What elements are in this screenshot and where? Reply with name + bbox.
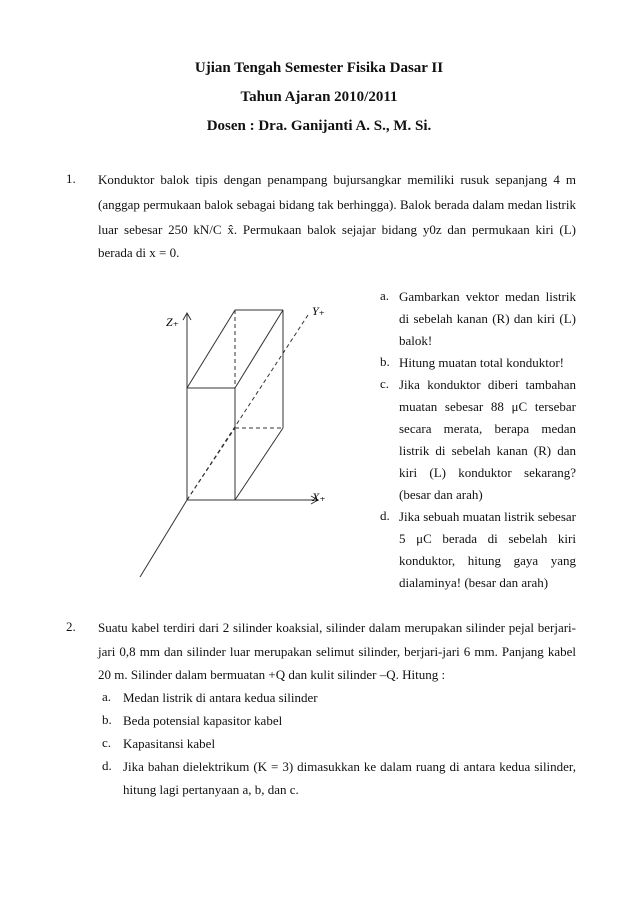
q1d-line-4: dialaminya! (besar dan arah) xyxy=(399,575,549,590)
q1b-label: b. xyxy=(380,354,390,369)
q1a-line-3: balok! xyxy=(399,333,433,348)
q1c-line-1: Jika konduktor diberi tambahan xyxy=(399,377,576,392)
q1d-label: d. xyxy=(380,508,390,523)
conductor-figure xyxy=(130,295,370,585)
q1-number: 1. xyxy=(66,171,76,186)
y-axis-dashed xyxy=(187,315,308,500)
q1-line-2: (anggap permukaan balok sebagai bidang tak berhingga). Balok berada dalam medan listrik xyxy=(98,197,576,212)
q2-line-2: jari 0,8 mm dan silinder luar merupakan selimut silinder, berjari-jari 6 mm. Panjang kabel xyxy=(98,644,576,659)
lecturer: Dosen : Dra. Ganijanti A. S., M. Si. xyxy=(206,118,432,134)
q2c-text: Kapasitansi kabel xyxy=(123,736,216,751)
x-label: X₊ xyxy=(312,490,326,504)
q1a-line-2: di sebelah kanan (R) dan kiri (L) xyxy=(399,311,576,326)
academic-year: Tahun Ajaran 2010/2011 xyxy=(240,89,398,105)
q2d-line-2: hitung lagi pertanyaan a, b, dan c. xyxy=(123,782,299,797)
q1c-line-6: (besar dan arah) xyxy=(399,487,483,502)
q1-line-1: Konduktor balok tipis dengan penampang bujursangkar memiliki rusuk sepanjang 4 m xyxy=(98,172,576,187)
q1c-label: c. xyxy=(380,376,390,391)
q1-line-4: berada di x = 0. xyxy=(98,245,180,260)
q1d-line-2: 5 μC berada di sebelah kiri xyxy=(399,531,576,546)
q1c-line-4: listrik di sebelah kanan (R) dan xyxy=(399,443,576,458)
q1c-line-2: muatan sebesar 88 μC tersebar xyxy=(399,399,576,414)
q2c-label: c. xyxy=(102,735,112,750)
q1a-label: a. xyxy=(380,288,390,303)
q2a-label: a. xyxy=(102,689,112,704)
q1c-line-3: secara merata, berapa medan xyxy=(399,421,576,436)
q2a-text: Medan listrik di antara kedua silinder xyxy=(123,690,318,705)
q2b-text: Beda potensial kapasitor kabel xyxy=(123,713,283,728)
q2b-label: b. xyxy=(102,712,112,727)
q1d-line-1: Jika sebuah muatan listrik sebesar xyxy=(399,509,576,524)
q2-line-3: 20 m. Silinder dalam bermuatan +Q dan kulit silinder –Q. Hitung : xyxy=(98,667,446,682)
q2d-line-1: Jika bahan dielektrikum (K = 3) dimasukkan ke dalam ruang di antara kedua silinder, xyxy=(123,759,576,774)
z-label: Z₊ xyxy=(166,315,180,329)
q2d-label: d. xyxy=(102,758,112,773)
q1a-line-1: Gambarkan vektor medan listrik xyxy=(399,289,576,304)
exam-title: Ujian Tengah Semester Fisika Dasar II xyxy=(194,60,444,76)
y-label: Y₊ xyxy=(312,304,326,318)
q1c-line-5: kiri (L) konduktor sekarang? xyxy=(399,465,576,480)
q1-line-3: luar sebesar 250 kN/C x̂. Permukaan balok sejajar bidang y0z dan permukaan kiri (L) xyxy=(98,222,576,237)
q1d-line-3: konduktor, hitung gaya yang xyxy=(399,553,576,568)
q2-number: 2. xyxy=(66,619,76,634)
q2-line-1: Suatu kabel terdiri dari 2 silinder koaksial, silinder dalam merupakan silinder pejal berjari- xyxy=(98,620,576,635)
y-axis-solid xyxy=(140,500,187,577)
q1b-line-1: Hitung muatan total konduktor! xyxy=(399,355,565,370)
